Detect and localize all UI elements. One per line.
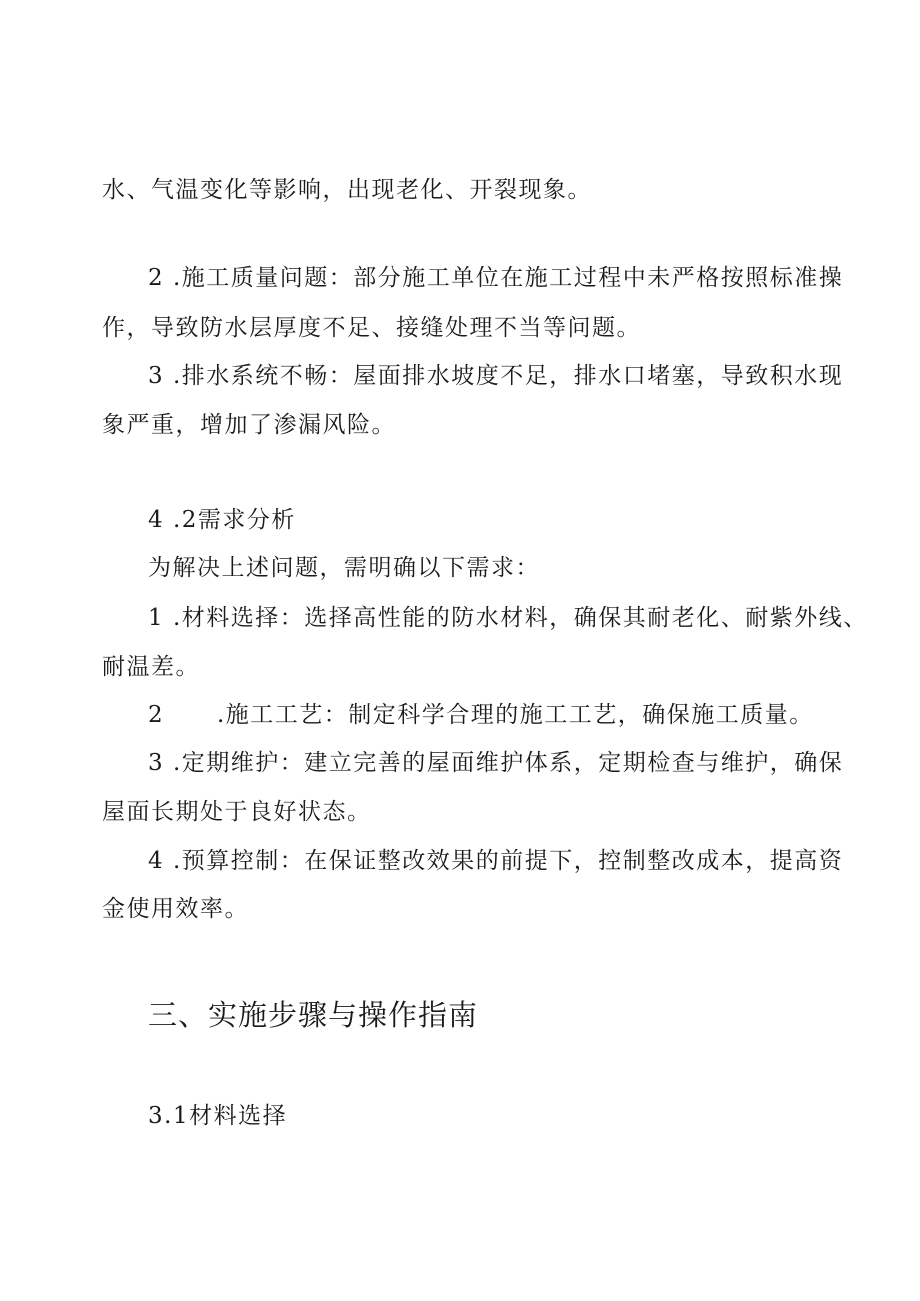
paragraph-line: 象严重，增加了渗漏风险。 [102, 412, 396, 438]
paragraph-line: 3 .排水系统不畅：屋面排水坡度不足，排水口堵塞，导致积水现 [148, 363, 844, 389]
paragraph-line: 1 .材料选择：选择高性能的防水材料，确保其耐老化、耐紫外线、 [148, 605, 868, 631]
paragraph-line: 金使用效率。 [102, 896, 249, 922]
paragraph-line: 屋面长期处于良好状态。 [102, 799, 372, 825]
paragraph-line: 2 .施工工艺：制定科学合理的施工工艺，确保施工质量。 [148, 702, 814, 728]
paragraph-line: 作，导致防水层厚度不足、接缝处理不当等问题。 [102, 315, 641, 341]
subsection-heading: 3.1材料选择 [148, 1103, 288, 1129]
paragraph-line: 为解决上述问题，需明确以下需求： [148, 555, 540, 581]
paragraph-line: 水、气温变化等影响，出现老化、开裂现象。 [102, 177, 592, 203]
paragraph-line: 耐温差。 [102, 654, 200, 680]
paragraph-line: 4 .预算控制：在保证整改效果的前提下，控制整改成本，提高资 [148, 848, 844, 874]
paragraph-line: 2 .施工质量问题：部分施工单位在施工过程中未严格按照标准操 [148, 265, 844, 291]
subheading-line: 4 .2需求分析 [148, 507, 296, 533]
paragraph-line: 3 .定期维护：建立完善的屋面维护体系，定期检查与维护，确保 [148, 750, 844, 776]
section-heading: 三、实施步骤与操作指南 [148, 998, 479, 1032]
